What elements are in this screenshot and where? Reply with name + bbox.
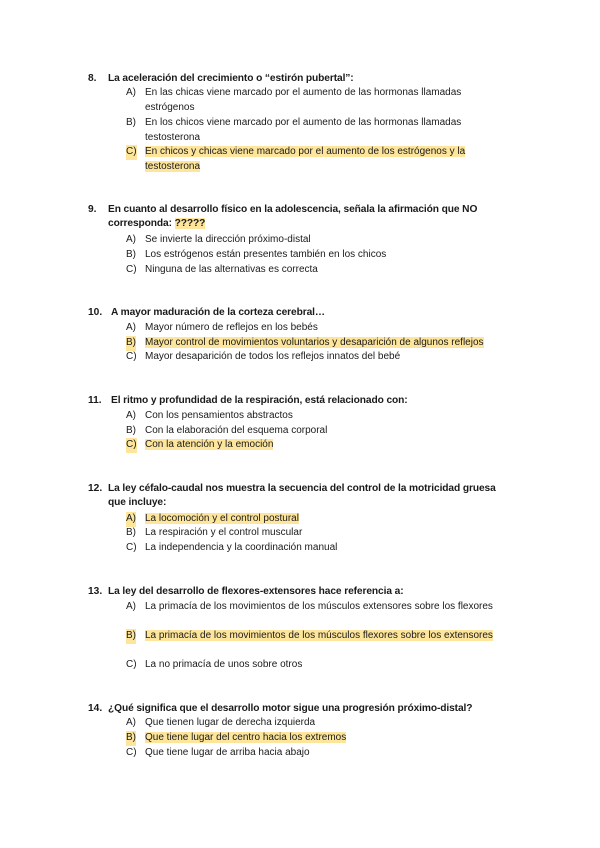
question-number: 13. xyxy=(88,586,103,597)
option-letter: A) xyxy=(126,601,136,612)
option-text: Con los pensamientos abstractos xyxy=(145,410,293,421)
option-letter: B) xyxy=(126,731,136,746)
option-letter: B) xyxy=(126,527,136,538)
question-number: 10. xyxy=(88,307,103,318)
option-text: Que tienen lugar de derecha izquierda xyxy=(145,717,316,728)
option-text: La no primacía de unos sobre otros xyxy=(145,659,303,670)
option-letter: C) xyxy=(126,264,137,275)
question-number: 14. xyxy=(88,703,103,714)
option-letter: A) xyxy=(126,512,136,527)
option-letter: C) xyxy=(126,659,137,670)
option-letter: A) xyxy=(126,234,136,245)
question-text: El ritmo y profundidad de la respiración, está relacionado con: xyxy=(111,395,408,406)
option-text: En chicos y chicas viene marcado por el aumento de los estrógenos y la testosterona xyxy=(145,146,466,172)
option-letter: B) xyxy=(126,629,136,644)
option-letter: B) xyxy=(126,249,136,260)
option-letter: B) xyxy=(126,117,136,128)
option-letter: C) xyxy=(126,351,137,362)
option-letter: B) xyxy=(126,336,136,351)
question-text: En cuanto al desarrollo físico en la adolescencia, señala la afirmación que NO corresponda: xyxy=(108,204,478,229)
question-mark-annotation: ????? xyxy=(174,218,206,229)
option-text: Con la atención y la emoción xyxy=(145,439,274,450)
option-letter: A) xyxy=(126,87,136,98)
option-letter: A) xyxy=(126,717,136,728)
option-text: La independencia y la coordinación manual xyxy=(145,542,338,553)
option-text: Los estrógenos están presentes también en los chicos xyxy=(145,249,387,260)
option-text: La primacía de los movimientos de los músculos flexores sobre los extensores xyxy=(145,630,493,641)
option-letter: C) xyxy=(126,747,137,758)
option-letter: C) xyxy=(126,145,137,160)
question-number: 9. xyxy=(88,204,97,215)
option-letter: A) xyxy=(126,322,136,333)
option-text: Mayor número de reflejos en los bebés xyxy=(145,322,318,333)
option-text: Se invierte la dirección próximo-distal xyxy=(145,234,311,245)
option-letter: B) xyxy=(126,425,136,436)
option-text: La primacía de los movimientos de los músculos extensores sobre los flexores xyxy=(145,601,493,612)
option-text: Mayor control de movimientos voluntarios y desaparición de algunos reflejos xyxy=(145,337,484,348)
question-text: La ley del desarrollo de flexores-extensores hace referencia a: xyxy=(108,586,404,597)
question-text: A mayor maduración de la corteza cerebral… xyxy=(111,307,325,318)
option-text: Con la elaboración del esquema corporal xyxy=(145,425,328,436)
option-letter: A) xyxy=(126,410,136,421)
option-text: Ninguna de las alternativas es correcta xyxy=(145,264,318,275)
option-text: Que tiene lugar de arriba hacia abajo xyxy=(145,747,310,758)
option-text: Que tiene lugar del centro hacia los extremos xyxy=(145,732,347,743)
option-text: La locomoción y el control postural xyxy=(145,513,299,524)
question-text: La ley céfalo-caudal nos muestra la secuencia del control de la motricidad gruesa que incluye: xyxy=(108,483,496,508)
option-text: En los chicos viene marcado por el aumento de las hormonas llamadas testosterona xyxy=(145,117,462,143)
question-text: ¿Qué significa que el desarrollo motor sigue una progresión próximo-distal? xyxy=(108,703,473,714)
option-letter: C) xyxy=(126,438,137,453)
option-letter: C) xyxy=(126,542,137,553)
question-number: 8. xyxy=(88,73,97,84)
option-text: En las chicas viene marcado por el aumento de las hormonas llamadas estrógenos xyxy=(145,87,462,113)
question-number: 11. xyxy=(88,395,102,406)
option-text: La respiración y el control muscular xyxy=(145,527,303,538)
question-number: 12. xyxy=(88,483,103,494)
question-text: La aceleración del crecimiento o “estirón pubertal”: xyxy=(108,73,354,84)
option-text: Mayor desaparición de todos los reflejos innatos del bebé xyxy=(145,351,401,362)
